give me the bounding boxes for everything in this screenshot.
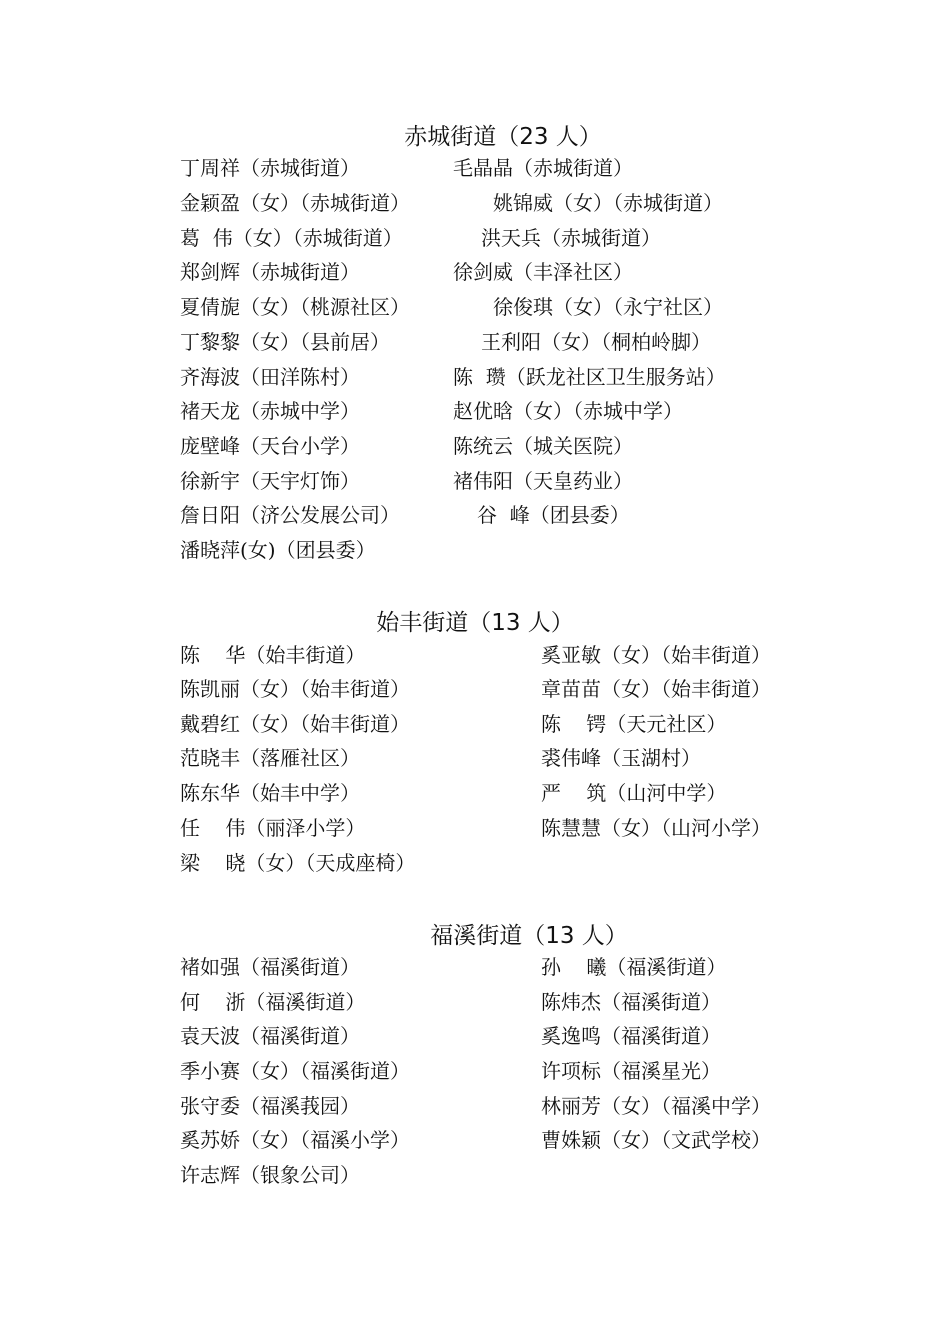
- list-item: 毛晶晶（赤城街道）: [453, 156, 633, 180]
- list-item: 章苗苗（女）（始丰街道）: [541, 677, 771, 701]
- list-item: 陈 华（始丰街道）: [180, 643, 366, 667]
- list-row: [0, 498, 950, 532]
- list-item: 潘晓萍(女)（团县委）: [180, 538, 376, 562]
- list-item: 庞壁峰（天台小学）: [180, 434, 360, 458]
- list-row: [0, 950, 950, 984]
- section-title: 赤城街道（23 人）: [404, 124, 602, 150]
- list-item: 姚锦威（女）（赤城街道）: [493, 191, 723, 215]
- list-row: [0, 533, 950, 567]
- list-item: 丁黎黎（女）（县前居）: [180, 330, 390, 354]
- list-item: 郑剑辉（赤城街道）: [180, 260, 360, 284]
- list-row: [0, 846, 950, 880]
- list-row: [0, 360, 950, 394]
- list-item: 赵优晗（女）（赤城中学）: [453, 399, 683, 423]
- list-item: 夏倩旎（女）（桃源社区）: [180, 295, 410, 319]
- list-item: 张守委（福溪莪园）: [180, 1094, 360, 1118]
- list-item: 奚亚敏（女）（始丰街道）: [541, 643, 771, 667]
- list-item: 詹日阳（济公发展公司）: [180, 503, 400, 527]
- list-item: 奚逸鸣（福溪街道）: [541, 1024, 721, 1048]
- list-row: [0, 985, 950, 1019]
- list-item: 丁周祥（赤城街道）: [180, 156, 360, 180]
- list-item: 范晓丰（落雁社区）: [180, 746, 360, 770]
- list-item: 陈凯丽（女）（始丰街道）: [180, 677, 410, 701]
- list-item: 洪天兵（赤城街道）: [481, 226, 661, 250]
- list-item: 陈慧慧（女）（山河小学）: [541, 816, 771, 840]
- list-item: 陈炜杰（福溪街道）: [541, 990, 721, 1014]
- list-item: 裘伟峰（玉湖村）: [541, 746, 701, 770]
- list-item: 齐海波（田洋陈村）: [180, 365, 360, 389]
- list-row: [0, 776, 950, 810]
- list-row: [0, 255, 950, 289]
- list-item: 陈统云（城关医院）: [453, 434, 633, 458]
- list-item: 何 浙（福溪街道）: [180, 990, 366, 1014]
- list-row: [0, 707, 950, 741]
- list-item: 谷 峰（团县委）: [477, 503, 630, 527]
- list-item: 林丽芳（女）（福溪中学）: [541, 1094, 771, 1118]
- list-item: 梁 晓（女）（天成座椅）: [180, 851, 416, 875]
- list-item: 徐俊琪（女）（永宁社区）: [493, 295, 723, 319]
- list-item: 袁天波（福溪街道）: [180, 1024, 360, 1048]
- list-item: 季小赛（女）（福溪街道）: [180, 1059, 410, 1083]
- list-row: [0, 811, 950, 845]
- section-title: 始丰街道（13 人）: [376, 610, 574, 636]
- list-item: 褚如强（福溪街道）: [180, 955, 360, 979]
- list-row: [0, 290, 950, 324]
- list-item: 许项标（福溪星光）: [541, 1059, 721, 1083]
- list-row: [0, 1123, 950, 1157]
- list-item: 曹姝颖（女）（文武学校）: [541, 1128, 771, 1152]
- list-row: [0, 186, 950, 220]
- list-row: [0, 1089, 950, 1123]
- list-item: 孙 曦（福溪街道）: [541, 955, 727, 979]
- list-row: [0, 638, 950, 672]
- list-item: 陈 瓒（跃龙社区卫生服务站）: [453, 365, 726, 389]
- list-row: [0, 672, 950, 706]
- list-item: 陈东华（始丰中学）: [180, 781, 360, 805]
- list-row: [0, 221, 950, 255]
- list-item: 金颖盈（女）（赤城街道）: [180, 191, 410, 215]
- list-item: 戴碧红（女）（始丰街道）: [180, 712, 410, 736]
- list-row: [0, 429, 950, 463]
- section-title: 福溪街道（13 人）: [430, 923, 628, 949]
- list-item: 陈 锷（天元社区）: [541, 712, 727, 736]
- list-item: 奚苏娇（女）（福溪小学）: [180, 1128, 410, 1152]
- list-row: [0, 151, 950, 185]
- list-item: 任 伟（丽泽小学）: [180, 816, 366, 840]
- list-row: [0, 325, 950, 359]
- list-row: [0, 741, 950, 775]
- list-item: 褚天龙（赤城中学）: [180, 399, 360, 423]
- list-row: [0, 464, 950, 498]
- list-row: [0, 1019, 950, 1053]
- list-item: 徐剑威（丰泽社区）: [453, 260, 633, 284]
- list-item: 许志辉（银象公司）: [180, 1163, 360, 1187]
- list-row: [0, 1054, 950, 1088]
- list-item: 褚伟阳（天皇药业）: [453, 469, 633, 493]
- list-item: 王利阳（女）（桐柏岭脚）: [481, 330, 711, 354]
- list-row: [0, 394, 950, 428]
- list-item: 葛 伟（女）（赤城街道）: [180, 226, 403, 250]
- list-item: 徐新宇（天宇灯饰）: [180, 469, 360, 493]
- list-row: [0, 1158, 950, 1192]
- list-item: 严 筑（山河中学）: [541, 781, 727, 805]
